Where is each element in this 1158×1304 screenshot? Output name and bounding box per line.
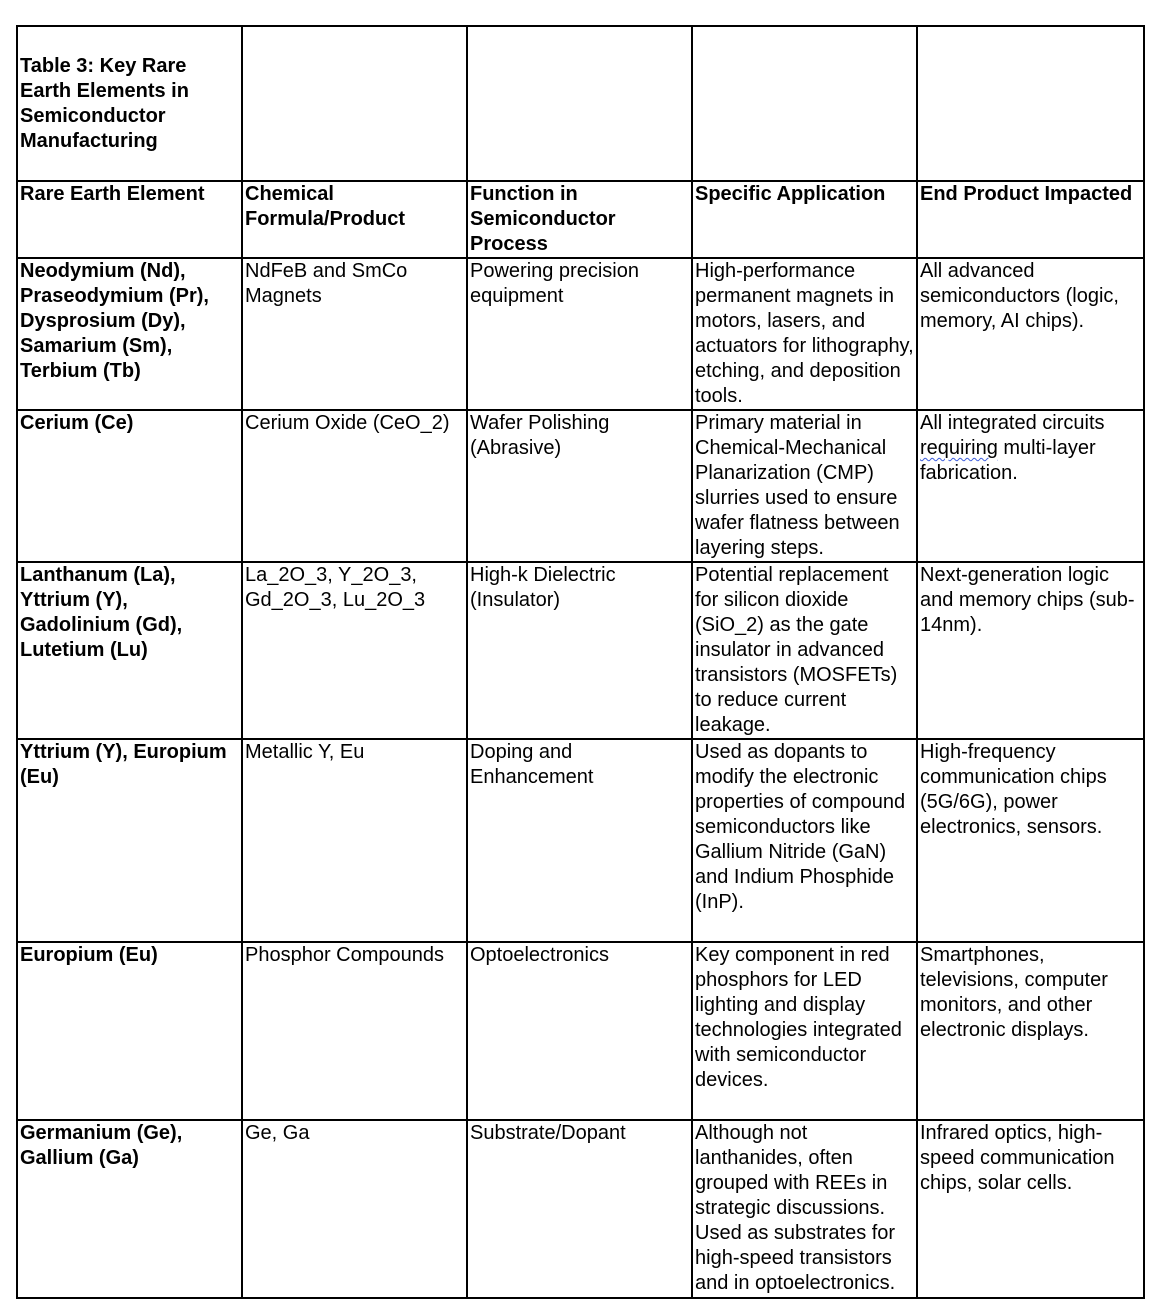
element-cell: Europium (Eu)	[17, 942, 242, 1120]
empty-cell	[242, 26, 467, 181]
table-row	[17, 562, 1144, 739]
element-cell: Neodymium (Nd), Praseodymium (Pr), Dysprosium (Dy), Samarium (Sm), Terbium (Tb)	[17, 258, 242, 410]
element-cell: Germanium (Ge), Gallium (Ga)	[17, 1120, 242, 1298]
empty-cell	[692, 26, 917, 181]
empty-cell	[917, 26, 1144, 181]
element-cell: Yttrium (Y), Europium (Eu)	[17, 739, 242, 942]
end-product-cell	[917, 410, 1144, 562]
table-title: Table 3: Key Rare Earth Elements in Semiconductor Manufacturing	[17, 26, 242, 181]
formula-cell: Metallic Y, Eu	[242, 739, 467, 942]
title-row	[17, 26, 1144, 181]
formula-cell: La_2O_3, Y_2O_3, Gd_2O_3, Lu_2O_3	[242, 562, 467, 739]
function-cell: Substrate/Dopant	[467, 1120, 692, 1298]
application-cell: Although not lanthanides, often grouped with REEs in strategic discussions. Used as substrates for high-speed transistors and in optoelectronics.	[692, 1120, 917, 1298]
formula-cell: Cerium Oxide (CeO_2)	[242, 410, 467, 562]
empty-cell	[467, 26, 692, 181]
table-row	[17, 739, 1144, 942]
function-cell: Optoelectronics	[467, 942, 692, 1120]
element-cell: Cerium (Ce)	[17, 410, 242, 562]
formula-cell: Ge, Ga	[242, 1120, 467, 1298]
table-row	[17, 410, 1144, 562]
application-cell: Used as dopants to modify the electronic properties of compound semiconductors like Gallium Nitride (GaN) and Indium Phosphide (InP).	[692, 739, 917, 942]
end-product-cell: High-frequency communication chips (5G/6G), power electronics, sensors.	[917, 739, 1144, 942]
function-cell: Doping and Enhancement	[467, 739, 692, 942]
application-cell: Key component in red phosphors for LED lighting and display technologies integrated with semiconductor devices.	[692, 942, 917, 1120]
end-product-text: multi-layer fabrication.	[920, 437, 1096, 484]
rare-earth-table	[16, 25, 1145, 1299]
end-product-cell: Smartphones, televisions, computer monitors, and other electronic displays.	[917, 942, 1144, 1120]
column-header-element: Rare Earth Element	[17, 181, 242, 258]
application-cell: Primary material in Chemical-Mechanical Planarization (CMP) slurries used to ensure wafer flatness between layering steps.	[692, 410, 917, 562]
table-row	[17, 1120, 1144, 1298]
column-header-end-product: End Product Impacted	[917, 181, 1144, 258]
application-cell: High-performance permanent magnets in motors, lasers, and actuators for lithography, etching, and deposition tools.	[692, 258, 917, 410]
header-row	[17, 181, 1144, 258]
column-header-formula: Chemical Formula/Product	[242, 181, 467, 258]
table-row	[17, 258, 1144, 410]
end-product-text: All integrated circuits	[920, 412, 1105, 434]
element-cell: Lanthanum (La), Yttrium (Y), Gadolinium (Gd), Lutetium (Lu)	[17, 562, 242, 739]
end-product-cell: All advanced semiconductors (logic, memory, AI chips).	[917, 258, 1144, 410]
formula-cell: Phosphor Compounds	[242, 942, 467, 1120]
end-product-cell: Infrared optics, high-speed communication chips, solar cells.	[917, 1120, 1144, 1298]
table-row	[17, 942, 1144, 1120]
column-header-function: Function in Semiconductor Process	[467, 181, 692, 258]
function-cell: High-k Dielectric (Insulator)	[467, 562, 692, 739]
function-cell: Wafer Polishing (Abrasive)	[467, 410, 692, 562]
formula-cell: NdFeB and SmCo Magnets	[242, 258, 467, 410]
application-cell: Potential replacement for silicon dioxide (SiO_2) as the gate insulator in advanced transistors (MOSFETs) to reduce current leakage.	[692, 562, 917, 739]
column-header-application: Specific Application	[692, 181, 917, 258]
function-cell: Powering precision equipment	[467, 258, 692, 410]
spellcheck-flagged-word: requiring	[920, 437, 998, 459]
end-product-cell: Next-generation logic and memory chips (sub-14nm).	[917, 562, 1144, 739]
